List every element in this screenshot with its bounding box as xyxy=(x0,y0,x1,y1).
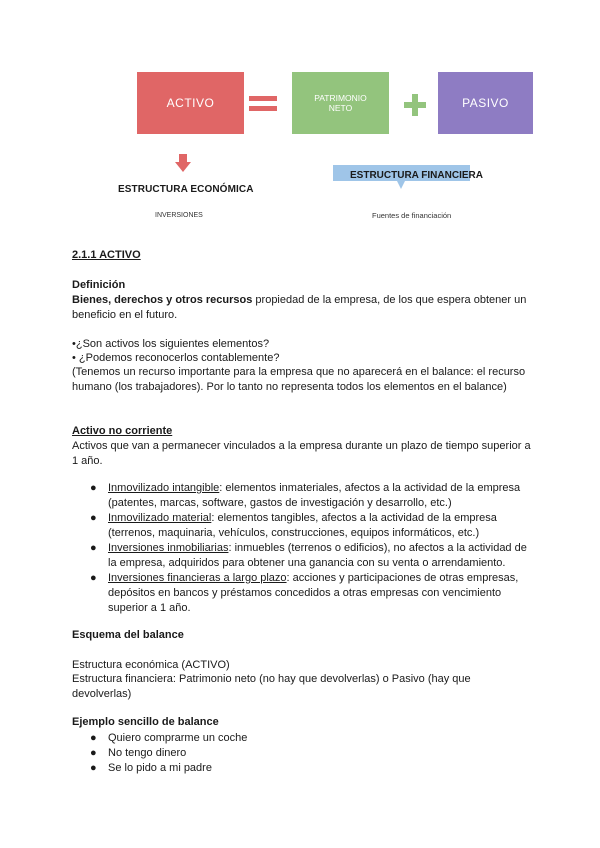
estructura-financiera-label: ESTRUCTURA FINANCIERA xyxy=(350,170,483,181)
list-item: ● Inversiones financieras a largo plazo: acciones y participaciones de otras empresas, depósitos en bancos y préstamos concedidos a otras empresas con vencimiento superior a 1 año. xyxy=(90,572,519,614)
list-item: ● No tengo dinero xyxy=(90,747,187,759)
activo-no-corriente-desc: Activos que van a permanecer vinculados a la empresa durante un plazo de tiempo superior a 1 año. xyxy=(72,440,531,467)
item-text: acciones y participaciones de otras empresas, depósitos en bancos y préstamos concedidos a otras empresas con vencimiento superior a 1 año. xyxy=(108,572,519,614)
equals-sign xyxy=(249,96,277,112)
patrimonio-label: PATRIMONIO NETO xyxy=(314,93,367,113)
ejemplo-heading: Ejemplo sencillo de balance xyxy=(72,716,219,728)
estructura-economica-label: ESTRUCTURA ECONÓMICA xyxy=(118,184,254,195)
item-sep: : xyxy=(286,572,290,584)
definicion-rest: propiedad de la empresa, de los que espera obtener un beneficio en el futuro. xyxy=(72,294,527,321)
esquema-line-2: Estructura financiera: Patrimonio neto (no hay que devolverlas) o Pasivo (hay que devolverlas) xyxy=(72,673,471,700)
pasivo-box xyxy=(438,72,533,134)
list-item: ● Inmovilizado intangible: elementos inmateriales, afectos a la actividad de la empresa (patentes, marcas, software, gastos de investigación y desarrollo, etc.) xyxy=(90,482,521,509)
question-1: •¿Son activos los siguientes elementos? xyxy=(72,338,270,350)
plus-sign xyxy=(404,94,426,116)
ejemplo-list xyxy=(72,731,534,776)
definicion-heading: Definición xyxy=(72,279,126,291)
ejemplo-item: Se lo pido a mi padre xyxy=(108,762,212,774)
activo-no-corriente-list xyxy=(72,481,534,616)
item-text: elementos inmateriales, afectos a la actividad de la empresa (patentes, marcas, software, gastos de investigación y desarrollo, etc.) xyxy=(108,482,521,509)
definicion-text xyxy=(72,293,532,323)
activo-label: ACTIVO xyxy=(166,96,215,110)
item-term: Inversiones inmobiliarias xyxy=(108,542,229,554)
section-title: 2.1.1 ACTIVO xyxy=(72,249,141,261)
inversiones-label: INVERSIONES xyxy=(155,212,203,219)
item-term: Inmovilizado material xyxy=(108,512,212,524)
item-text: elementos tangibles, afectos a la actividad de la empresa (terrenos, maquinaria, vehículos, construcciones, equipos informáticos, etc.) xyxy=(108,512,497,539)
ejemplo-item: No tengo dinero xyxy=(108,747,187,759)
list-item: ● Se lo pido a mi padre xyxy=(90,762,212,774)
ejemplo-item: Quiero comprarme un coche xyxy=(108,732,248,744)
question-2: • ¿Podemos reconocerlos contablemente? xyxy=(72,352,280,364)
esquema-heading: Esquema del balance xyxy=(72,629,184,641)
question-note: (Tenemos un recurso importante para la empresa que no aparecerá en el balance: el recurso humano (los trabajadores). Por lo tanto no representa todos los elementos en el balance) xyxy=(72,366,526,393)
definicion-bold: Bienes, derechos y otros recursos xyxy=(72,294,253,306)
pasivo-label: PASIVO xyxy=(462,96,509,110)
item-term: Inversiones financieras a largo plazo xyxy=(108,572,287,584)
item-term: Inmovilizado intangible xyxy=(108,482,220,494)
esquema-line-1: Estructura económica (ACTIVO) xyxy=(72,659,230,671)
item-sep: : xyxy=(228,542,232,554)
activo-no-corriente-heading: Activo no corriente xyxy=(72,425,173,437)
activo-box xyxy=(137,72,244,134)
item-sep: : xyxy=(219,482,223,494)
item-sep: : xyxy=(211,512,215,524)
arrow-down-icon xyxy=(175,154,191,172)
list-item: ● Inversiones inmobiliarias: inmuebles (terrenos o edificios), no afectos a la actividad de la empresa, adquiridos para obtener una ganancia con su venta o arrendamiento. xyxy=(90,542,527,569)
fuentes-label: Fuentes de financiación xyxy=(372,211,452,220)
list-item: ● Inmovilizado material: elementos tangibles, afectos a la actividad de la empresa (terrenos, maquinaria, vehículos, construcciones, equipos informáticos, etc.) xyxy=(90,512,497,539)
list-item: ● Quiero comprarme un coche xyxy=(90,732,248,744)
item-text: inmuebles (terrenos o edificios), no afectos a la actividad de la empresa, adquiridos para obtener una ganancia con su venta o arrendamiento. xyxy=(108,542,527,569)
patrimonio-box xyxy=(292,72,389,134)
